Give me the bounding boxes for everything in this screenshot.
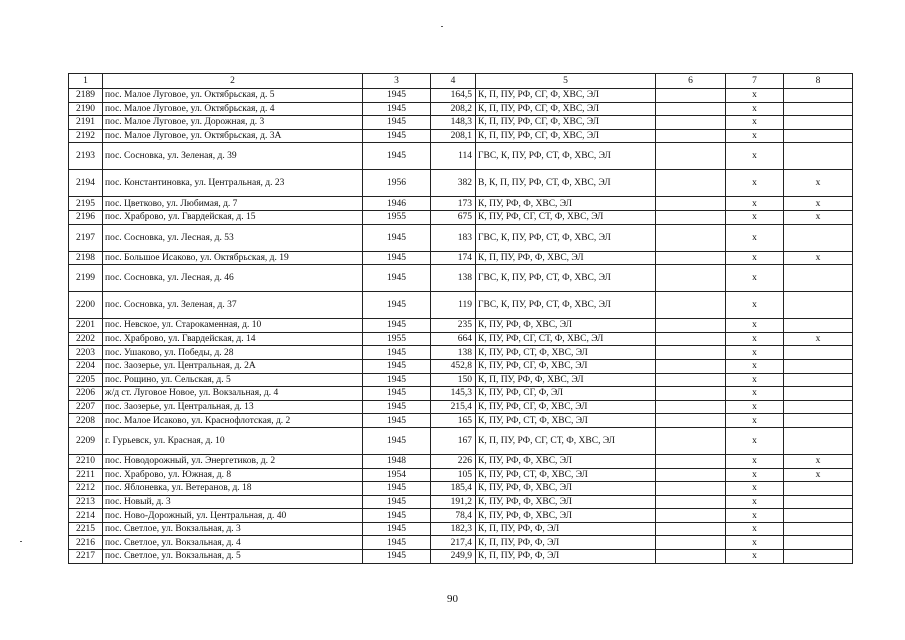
column-7-mark-cell: х xyxy=(726,387,784,401)
address-cell: пос. Храброво, ул. Гвардейская, д. 14 xyxy=(103,332,363,346)
column-6-cell xyxy=(656,400,726,414)
column-7-mark-cell: х xyxy=(726,116,784,130)
address-cell: пос. Ново-Дорожный, ул. Центральная, д. 40 xyxy=(103,509,363,523)
year-cell: 1956 xyxy=(363,170,431,197)
row-number-cell: 2198 xyxy=(69,251,103,265)
address-cell: г. Гурьевск, ул. Красная, д. 10 xyxy=(103,427,363,454)
area-cell: 138 xyxy=(431,265,476,292)
row-number-cell: 2196 xyxy=(69,210,103,224)
table-row xyxy=(69,346,853,360)
utilities-cell: К, ПУ, РФ, Ф, ХВС, ЭЛ xyxy=(476,197,656,211)
column-7-mark-cell: х xyxy=(726,427,784,454)
address-cell: пос. Храброво, ул. Гвардейская, д. 15 xyxy=(103,210,363,224)
column-7-mark-cell: х xyxy=(726,319,784,333)
address-cell: пос. Невское, ул. Старокаменная, д. 10 xyxy=(103,319,363,333)
area-cell: 226 xyxy=(431,454,476,468)
table-row xyxy=(69,400,853,414)
utilities-cell: ГВС, К, ПУ, РФ, СТ, Ф, ХВС, ЭЛ xyxy=(476,292,656,319)
column-6-cell xyxy=(656,251,726,265)
row-number-cell: 2194 xyxy=(69,170,103,197)
area-cell: 185,4 xyxy=(431,482,476,496)
area-cell: 164,5 xyxy=(431,89,476,103)
address-cell: пос. Константиновка, ул. Центральная, д. 23 xyxy=(103,170,363,197)
utilities-cell: К, ПУ, РФ, СТ, Ф, ХВС, ЭЛ xyxy=(476,468,656,482)
year-cell: 1945 xyxy=(363,536,431,550)
column-8-mark-cell: х xyxy=(784,332,853,346)
column-header-1: 1 xyxy=(69,74,103,89)
utilities-cell: К, ПУ, РФ, СТ, Ф, ХВС, ЭЛ xyxy=(476,414,656,428)
column-6-cell xyxy=(656,468,726,482)
year-cell: 1945 xyxy=(363,265,431,292)
column-8-mark-cell: х xyxy=(784,210,853,224)
year-cell: 1945 xyxy=(363,346,431,360)
row-number-cell: 2203 xyxy=(69,346,103,360)
page-number: 90 xyxy=(447,593,458,605)
area-cell: 167 xyxy=(431,427,476,454)
row-number-cell: 2217 xyxy=(69,550,103,564)
column-7-mark-cell: х xyxy=(726,468,784,482)
column-8-mark-cell xyxy=(784,522,853,536)
column-8-mark-cell xyxy=(784,319,853,333)
year-cell: 1945 xyxy=(363,359,431,373)
year-cell: 1945 xyxy=(363,387,431,401)
table-row xyxy=(69,251,853,265)
column-8-mark-cell xyxy=(784,536,853,550)
column-6-cell xyxy=(656,482,726,496)
utilities-cell: К, ПУ, РФ, СГ, СТ, Ф, ХВС, ЭЛ xyxy=(476,210,656,224)
address-cell: пос. Сосновка, ул. Зеленая, д. 37 xyxy=(103,292,363,319)
table-row xyxy=(69,224,853,251)
area-cell: 148,3 xyxy=(431,116,476,130)
table-row xyxy=(69,89,853,103)
table-row xyxy=(69,522,853,536)
column-8-mark-cell xyxy=(784,495,853,509)
row-number-cell: 2190 xyxy=(69,102,103,116)
utilities-cell: В, К, П, ПУ, РФ, СТ, Ф, ХВС, ЭЛ xyxy=(476,170,656,197)
column-header-row xyxy=(69,74,853,89)
table-row xyxy=(69,482,853,496)
column-6-cell xyxy=(656,495,726,509)
table-row xyxy=(69,359,853,373)
row-number-cell: 2192 xyxy=(69,129,103,143)
column-8-mark-cell xyxy=(784,224,853,251)
table-row xyxy=(69,197,853,211)
column-8-mark-cell xyxy=(784,292,853,319)
area-cell: 382 xyxy=(431,170,476,197)
address-cell: пос. Цветково, ул. Любимая, д. 7 xyxy=(103,197,363,211)
column-6-cell xyxy=(656,292,726,319)
column-7-mark-cell: х xyxy=(726,251,784,265)
table-row xyxy=(69,102,853,116)
year-cell: 1955 xyxy=(363,210,431,224)
column-7-mark-cell: х xyxy=(726,265,784,292)
year-cell: 1954 xyxy=(363,468,431,482)
column-6-cell xyxy=(656,332,726,346)
utilities-cell: К, ПУ, РФ, Ф, ХВС, ЭЛ xyxy=(476,319,656,333)
address-cell: пос. Малое Луговое, ул. Октябрьская, д. 5 xyxy=(103,89,363,103)
utilities-cell: К, ПУ, РФ, СТ, Ф, ХВС, ЭЛ xyxy=(476,346,656,360)
address-cell: пос. Новодорожный, ул. Энергетиков, д. 2 xyxy=(103,454,363,468)
utilities-cell: К, П, ПУ, РФ, Ф, ХВС, ЭЛ xyxy=(476,373,656,387)
column-8-mark-cell: х xyxy=(784,251,853,265)
column-6-cell xyxy=(656,224,726,251)
year-cell: 1945 xyxy=(363,129,431,143)
column-6-cell xyxy=(656,116,726,130)
column-6-cell xyxy=(656,170,726,197)
area-cell: 78,4 xyxy=(431,509,476,523)
year-cell: 1945 xyxy=(363,509,431,523)
utilities-cell: К, П, ПУ, РФ, СГ, Ф, ХВС, ЭЛ xyxy=(476,129,656,143)
area-cell: 138 xyxy=(431,346,476,360)
table-row xyxy=(69,170,853,197)
address-cell: ж/д ст. Луговое Новое, ул. Вокзальная, д. 4 xyxy=(103,387,363,401)
column-8-mark-cell xyxy=(784,129,853,143)
column-8-mark-cell: х xyxy=(784,454,853,468)
year-cell: 1945 xyxy=(363,143,431,170)
column-6-cell xyxy=(656,522,726,536)
year-cell: 1945 xyxy=(363,319,431,333)
address-cell: пос. Новый, д. 3 xyxy=(103,495,363,509)
area-cell: 191,2 xyxy=(431,495,476,509)
table-row xyxy=(69,550,853,564)
table-row xyxy=(69,116,853,130)
area-cell: 114 xyxy=(431,143,476,170)
area-cell: 145,3 xyxy=(431,387,476,401)
address-cell: пос. Светлое, ул. Вокзальная, д. 5 xyxy=(103,550,363,564)
column-7-mark-cell: х xyxy=(726,332,784,346)
address-cell: пос. Малое Исаково, ул. Краснофлотская, д. 2 xyxy=(103,414,363,428)
area-cell: 183 xyxy=(431,224,476,251)
column-6-cell xyxy=(656,346,726,360)
address-cell: пос. Заозерье, ул. Центральная, д. 13 xyxy=(103,400,363,414)
table-row xyxy=(69,332,853,346)
column-6-cell xyxy=(656,210,726,224)
column-7-mark-cell: х xyxy=(726,89,784,103)
column-7-mark-cell: х xyxy=(726,454,784,468)
column-7-mark-cell: х xyxy=(726,550,784,564)
column-7-mark-cell: х xyxy=(726,102,784,116)
area-cell: 215,4 xyxy=(431,400,476,414)
year-cell: 1945 xyxy=(363,400,431,414)
row-number-cell: 2213 xyxy=(69,495,103,509)
column-7-mark-cell: х xyxy=(726,210,784,224)
area-cell: 452,8 xyxy=(431,359,476,373)
year-cell: 1948 xyxy=(363,454,431,468)
row-number-cell: 2207 xyxy=(69,400,103,414)
column-6-cell xyxy=(656,414,726,428)
row-number-cell: 2208 xyxy=(69,414,103,428)
area-cell: 208,1 xyxy=(431,129,476,143)
utilities-cell: К, ПУ, РФ, Ф, ХВС, ЭЛ xyxy=(476,509,656,523)
row-number-cell: 2200 xyxy=(69,292,103,319)
column-8-mark-cell xyxy=(784,509,853,523)
year-cell: 1955 xyxy=(363,332,431,346)
utilities-cell: К, П, ПУ, РФ, СГ, Ф, ХВС, ЭЛ xyxy=(476,102,656,116)
utilities-cell: ГВС, К, ПУ, РФ, СТ, Ф, ХВС, ЭЛ xyxy=(476,224,656,251)
address-cell: пос. Яблоневка, ул. Ветеранов, д. 18 xyxy=(103,482,363,496)
area-cell: 235 xyxy=(431,319,476,333)
column-6-cell xyxy=(656,373,726,387)
address-cell: пос. Малое Луговое, ул. Октябрьская, д. 4 xyxy=(103,102,363,116)
column-7-mark-cell: х xyxy=(726,170,784,197)
column-6-cell xyxy=(656,359,726,373)
row-number-cell: 2204 xyxy=(69,359,103,373)
table-row xyxy=(69,292,853,319)
row-number-cell: 2209 xyxy=(69,427,103,454)
table-row xyxy=(69,265,853,292)
column-7-mark-cell: х xyxy=(726,522,784,536)
address-cell: пос. Сосновка, ул. Лесная, д. 46 xyxy=(103,265,363,292)
area-cell: 165 xyxy=(431,414,476,428)
area-cell: 119 xyxy=(431,292,476,319)
column-header-5: 5 xyxy=(476,74,656,89)
table-row xyxy=(69,536,853,550)
column-6-cell xyxy=(656,550,726,564)
row-number-cell: 2216 xyxy=(69,536,103,550)
address-cell: пос. Сосновка, ул. Зеленая, д. 39 xyxy=(103,143,363,170)
address-cell: пос. Малое Луговое, ул. Дорожная, д. 3 xyxy=(103,116,363,130)
row-number-cell: 2206 xyxy=(69,387,103,401)
column-6-cell xyxy=(656,427,726,454)
row-number-cell: 2191 xyxy=(69,116,103,130)
column-7-mark-cell: х xyxy=(726,143,784,170)
column-6-cell xyxy=(656,143,726,170)
area-cell: 217,4 xyxy=(431,536,476,550)
column-7-mark-cell: х xyxy=(726,414,784,428)
year-cell: 1945 xyxy=(363,102,431,116)
utilities-cell: К, П, ПУ, РФ, СГ, Ф, ХВС, ЭЛ xyxy=(476,89,656,103)
column-header-3: 3 xyxy=(363,74,431,89)
utilities-cell: ГВС, К, ПУ, РФ, СТ, Ф, ХВС, ЭЛ xyxy=(476,265,656,292)
column-8-mark-cell xyxy=(784,359,853,373)
column-7-mark-cell: х xyxy=(726,373,784,387)
year-cell: 1945 xyxy=(363,482,431,496)
column-8-mark-cell xyxy=(784,414,853,428)
year-cell: 1945 xyxy=(363,224,431,251)
year-cell: 1945 xyxy=(363,414,431,428)
row-number-cell: 2215 xyxy=(69,522,103,536)
address-cell: пос. Светлое, ул. Вокзальная, д. 4 xyxy=(103,536,363,550)
column-8-mark-cell xyxy=(784,400,853,414)
row-number-cell: 2205 xyxy=(69,373,103,387)
column-6-cell xyxy=(656,509,726,523)
area-cell: 173 xyxy=(431,197,476,211)
column-7-mark-cell: х xyxy=(726,400,784,414)
column-6-cell xyxy=(656,536,726,550)
column-7-mark-cell: х xyxy=(726,359,784,373)
utilities-cell: К, П, ПУ, РФ, СГ, Ф, ХВС, ЭЛ xyxy=(476,116,656,130)
column-7-mark-cell: х xyxy=(726,197,784,211)
area-cell: 105 xyxy=(431,468,476,482)
column-6-cell xyxy=(656,129,726,143)
row-number-cell: 2201 xyxy=(69,319,103,333)
row-number-cell: 2189 xyxy=(69,89,103,103)
utilities-cell: К, П, ПУ, РФ, Ф, ХВС, ЭЛ xyxy=(476,251,656,265)
utilities-cell: К, ПУ, РФ, СГ, Ф, ЭЛ xyxy=(476,387,656,401)
row-number-cell: 2211 xyxy=(69,468,103,482)
column-header-6: 6 xyxy=(656,74,726,89)
year-cell: 1945 xyxy=(363,251,431,265)
column-7-mark-cell: х xyxy=(726,129,784,143)
column-7-mark-cell: х xyxy=(726,509,784,523)
table-row xyxy=(69,373,853,387)
row-number-cell: 2212 xyxy=(69,482,103,496)
column-8-mark-cell xyxy=(784,482,853,496)
area-cell: 664 xyxy=(431,332,476,346)
table-row xyxy=(69,468,853,482)
column-8-mark-cell: х xyxy=(784,170,853,197)
address-cell: пос. Ушаково, ул. Победы, д. 28 xyxy=(103,346,363,360)
utilities-cell: ГВС, К, ПУ, РФ, СТ, Ф, ХВС, ЭЛ xyxy=(476,143,656,170)
table-row xyxy=(69,427,853,454)
utilities-cell: К, ПУ, РФ, СГ, Ф, ХВС, ЭЛ xyxy=(476,359,656,373)
address-cell: пос. Храброво, ул. Южная, д. 8 xyxy=(103,468,363,482)
column-header-2: 2 xyxy=(103,74,363,89)
utilities-cell: К, ПУ, РФ, Ф, ХВС, ЭЛ xyxy=(476,454,656,468)
utilities-cell: К, ПУ, РФ, СГ, СТ, Ф, ХВС, ЭЛ xyxy=(476,332,656,346)
year-cell: 1945 xyxy=(363,522,431,536)
scan-speck xyxy=(441,26,443,27)
address-cell: пос. Заозерье, ул. Центральная, д. 2А xyxy=(103,359,363,373)
utilities-cell: К, ПУ, РФ, Ф, ХВС, ЭЛ xyxy=(476,495,656,509)
table-row xyxy=(69,143,853,170)
column-8-mark-cell xyxy=(784,143,853,170)
year-cell: 1945 xyxy=(363,89,431,103)
column-6-cell xyxy=(656,197,726,211)
column-8-mark-cell xyxy=(784,387,853,401)
column-7-mark-cell: х xyxy=(726,495,784,509)
year-cell: 1945 xyxy=(363,427,431,454)
address-cell: пос. Малое Луговое, ул. Октябрьская, д. 3А xyxy=(103,129,363,143)
area-cell: 675 xyxy=(431,210,476,224)
utilities-cell: К, ПУ, РФ, Ф, ХВС, ЭЛ xyxy=(476,482,656,496)
utilities-cell: К, П, ПУ, РФ, Ф, ЭЛ xyxy=(476,536,656,550)
year-cell: 1946 xyxy=(363,197,431,211)
housing-register-table xyxy=(68,73,853,564)
row-number-cell: 2195 xyxy=(69,197,103,211)
column-8-mark-cell xyxy=(784,116,853,130)
column-7-mark-cell: х xyxy=(726,482,784,496)
column-7-mark-cell: х xyxy=(726,224,784,251)
scan-speck xyxy=(20,541,22,542)
area-cell: 208,2 xyxy=(431,102,476,116)
row-number-cell: 2197 xyxy=(69,224,103,251)
utilities-cell: К, ПУ, РФ, СГ, Ф, ХВС, ЭЛ xyxy=(476,400,656,414)
column-header-8: 8 xyxy=(784,74,853,89)
table-row xyxy=(69,129,853,143)
column-6-cell xyxy=(656,102,726,116)
area-cell: 249,9 xyxy=(431,550,476,564)
table-row xyxy=(69,210,853,224)
column-6-cell xyxy=(656,319,726,333)
column-8-mark-cell xyxy=(784,550,853,564)
column-6-cell xyxy=(656,265,726,292)
column-6-cell xyxy=(656,454,726,468)
utilities-cell: К, П, ПУ, РФ, Ф, ЭЛ xyxy=(476,550,656,564)
table-row xyxy=(69,495,853,509)
column-6-cell xyxy=(656,89,726,103)
column-7-mark-cell: х xyxy=(726,536,784,550)
year-cell: 1945 xyxy=(363,550,431,564)
column-8-mark-cell xyxy=(784,89,853,103)
column-8-mark-cell xyxy=(784,102,853,116)
address-cell: пос. Рощино, ул. Сельская, д. 5 xyxy=(103,373,363,387)
table-row xyxy=(69,509,853,523)
area-cell: 150 xyxy=(431,373,476,387)
address-cell: пос. Сосновка, ул. Лесная, д. 53 xyxy=(103,224,363,251)
row-number-cell: 2199 xyxy=(69,265,103,292)
year-cell: 1945 xyxy=(363,495,431,509)
address-cell: пос. Большое Исаково, ул. Октябрьская, д. 19 xyxy=(103,251,363,265)
area-cell: 174 xyxy=(431,251,476,265)
row-number-cell: 2210 xyxy=(69,454,103,468)
row-number-cell: 2214 xyxy=(69,509,103,523)
column-7-mark-cell: х xyxy=(726,346,784,360)
column-header-7: 7 xyxy=(726,74,784,89)
column-7-mark-cell: х xyxy=(726,292,784,319)
row-number-cell: 2202 xyxy=(69,332,103,346)
address-cell: пос. Светлое, ул. Вокзальная, д. 3 xyxy=(103,522,363,536)
column-8-mark-cell: х xyxy=(784,468,853,482)
table-row xyxy=(69,414,853,428)
column-6-cell xyxy=(656,387,726,401)
utilities-cell: К, П, ПУ, РФ, СГ, СТ, Ф, ХВС, ЭЛ xyxy=(476,427,656,454)
table-row xyxy=(69,319,853,333)
row-number-cell: 2193 xyxy=(69,143,103,170)
column-8-mark-cell: х xyxy=(784,197,853,211)
column-8-mark-cell xyxy=(784,346,853,360)
column-header-4: 4 xyxy=(431,74,476,89)
area-cell: 182,3 xyxy=(431,522,476,536)
column-8-mark-cell xyxy=(784,265,853,292)
year-cell: 1945 xyxy=(363,116,431,130)
utilities-cell: К, П, ПУ, РФ, Ф, ЭЛ xyxy=(476,522,656,536)
table-row xyxy=(69,454,853,468)
column-8-mark-cell xyxy=(784,373,853,387)
year-cell: 1945 xyxy=(363,373,431,387)
year-cell: 1945 xyxy=(363,292,431,319)
table-row xyxy=(69,387,853,401)
column-8-mark-cell xyxy=(784,427,853,454)
